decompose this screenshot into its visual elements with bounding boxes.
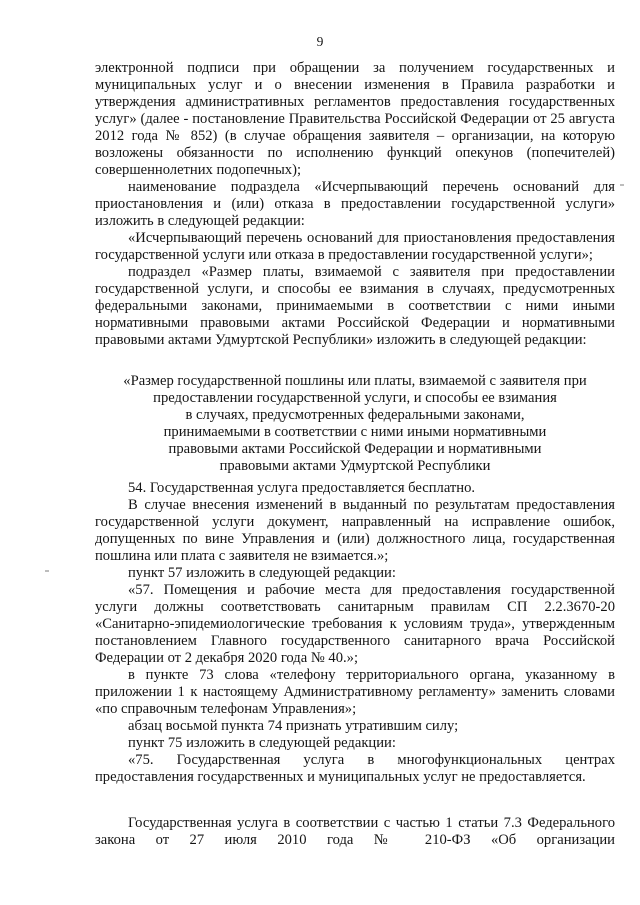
- paragraph-exhaustive-list: «Исчерпывающий перечень оснований для приостановления предоставления государственной услуги или отказа в предоставлении государственной услуги»;: [95, 230, 615, 263]
- paragraph-premises: «57. Помещения и рабочие места для предоставления государственной услуги должны соответствовать санитарным правилам СП 2.2.3670-20 «Санитарно-эпидемиологические требования к условиям труда», утвержденным постановлением Главного государственного санитарного врача Российской Федерации от 2 декабря 2020 года № 40.»;: [95, 582, 615, 666]
- heading-line: «Размер государственной пошлины или платы, взимаемой с заявителя при: [123, 373, 587, 389]
- heading-line: правовыми актами Российской Федерации и нормативными: [168, 441, 542, 457]
- heading-line: правовыми актами Удмуртской Республики: [219, 458, 491, 474]
- paragraph-item-57: пункт 57 изложить в следующей редакции:: [128, 565, 396, 581]
- text-block-1: [95, 60, 615, 349]
- scan-mark: [620, 184, 624, 186]
- paragraph-item-74: абзац восьмой пункта 74 признать утратившим силу;: [128, 718, 459, 734]
- paragraph-item-75: пункт 75 изложить в следующей редакции:: [128, 735, 396, 751]
- text-block-2: [95, 480, 615, 786]
- heading-line: предоставлении государственной услуги, и способы ее взимания: [153, 390, 557, 406]
- text-block-3: [95, 815, 615, 849]
- paragraph-subsection-title: наименование подраздела «Исчерпывающий перечень оснований для приостановления и (или) отказа в предоставлении государственной услуги» изложить в следующей редакции:: [95, 179, 615, 229]
- centered-heading: [95, 373, 615, 475]
- paragraph-item-73: в пункте 73 слова «телефону территориального органа, указанному в приложении 1 к настоящему Административному регламенту» заменить словами «по справочным телефонам Управления»;: [95, 667, 615, 717]
- paragraph-federal-law: Государственная услуга в соответствии с частью 1 статьи 7.3 Федерального закона от 27 июля 2010 года № 210-ФЗ «Об организации: [95, 815, 615, 848]
- page-number: 9: [316, 34, 324, 49]
- heading-line: принимаемыми в соответствии с ними иными нормативными: [163, 424, 547, 440]
- paragraph-fee-subsection: подраздел «Размер платы, взимаемой с заявителя при предоставлении государственной услуги, и способы ее взимания в случаях, предусмотренных федеральными законами, принимаемыми в соответствии с ними иными нормативными правовыми актами Российской Федерации и нормативными правовыми актами Удмуртской Республики» изложить в следующей редакции:: [95, 264, 615, 348]
- paragraph-mfc: «75. Государственная услуга в многофункциональных центрах предоставления государственных и муниципальных услуг не предоставляется.: [95, 752, 615, 785]
- scan-mark: [45, 570, 49, 572]
- paragraph-electronic-signature: электронной подписи при обращении за получением государственных и муниципальных услуг и о внесении изменения в Правила разработки и утверждения административных регламентов предоставления государственных услуг» (далее - постановление Правительства Российской Федерации от 25 августа 2012 года № 852) (в случае обращения заявителя – организации, на которую возложены обязанности по исполнению функций опекунов (попечителей) совершеннолетних подопечных);: [95, 60, 615, 178]
- paragraph-free-service: 54. Государственная услуга предоставляется бесплатно.: [128, 480, 476, 496]
- heading-line: в случаях, предусмотренных федеральными законами,: [185, 407, 525, 423]
- paragraph-corrections: В случае внесения изменений в выданный по результатам предоставления государственной услуги документ, направленный на исправление ошибок, допущенных по вине Управления и (или) должностного лица, государственная пошлина или плата с заявителя не взимается.»;: [95, 497, 615, 564]
